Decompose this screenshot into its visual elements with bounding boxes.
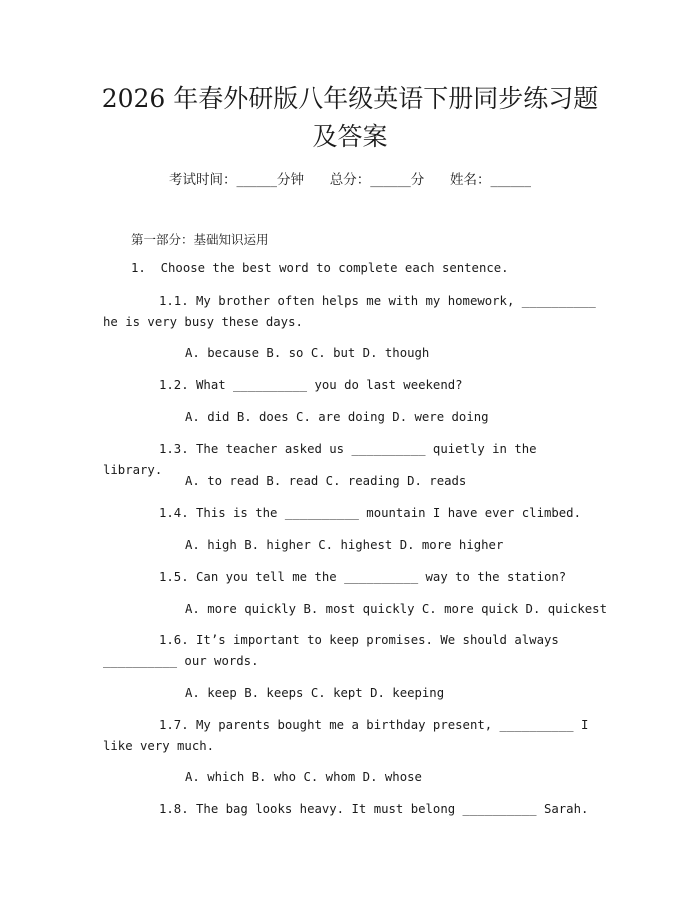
question-1-7: 1.7. My parents bought me a birthday present, __________ I like very much. xyxy=(103,718,596,753)
question-1-5: 1.5. Can you tell me the __________ way to the station? xyxy=(159,570,567,584)
options-1-5: A. more quickly B. most quickly C. more quick D. quickest xyxy=(185,602,607,616)
options-1-1: A. because B. so C. but D. though xyxy=(185,346,430,360)
title-line-2: 及答案 xyxy=(312,122,388,151)
question-1-2: 1.2. What __________ you do last weekend? xyxy=(159,378,463,392)
question-1-8: 1.8. The bag looks heavy. It must belong __________ Sarah. xyxy=(159,802,589,816)
question-1-6: 1.6. It’s important to keep promises. We should always __________ our words. xyxy=(103,633,567,668)
question-1-3: 1.3. The teacher asked us __________ quietly in the library. xyxy=(103,442,544,477)
exam-info: 考试时间：______分钟 总分：______分 姓名：______ xyxy=(169,172,531,188)
options-1-2: A. did B. does C. are doing D. were doing xyxy=(185,410,489,424)
document-title xyxy=(60,80,640,156)
options-1-3: A. to read B. read C. reading D. reads xyxy=(185,474,467,488)
options-1-6: A. keep B. keeps C. kept D. keeping xyxy=(185,686,445,700)
title-line-1: 2026 年春外研版八年级英语下册同步练习题 xyxy=(101,84,599,113)
question-1-4: 1.4. This is the __________ mountain I have ever climbed. xyxy=(159,506,581,520)
section-title: 第一部分：基础知识运用 xyxy=(131,232,269,247)
options-1-4: A. high B. higher C. highest D. more higher xyxy=(185,538,504,552)
options-1-7: A. which B. who C. whom D. whose xyxy=(185,770,422,784)
question-1-1: 1.1. My brother often helps me with my homework, __________ he is very busy these days. xyxy=(103,294,604,329)
instruction-text: 1. Choose the best word to complete each sentence. xyxy=(131,261,509,275)
